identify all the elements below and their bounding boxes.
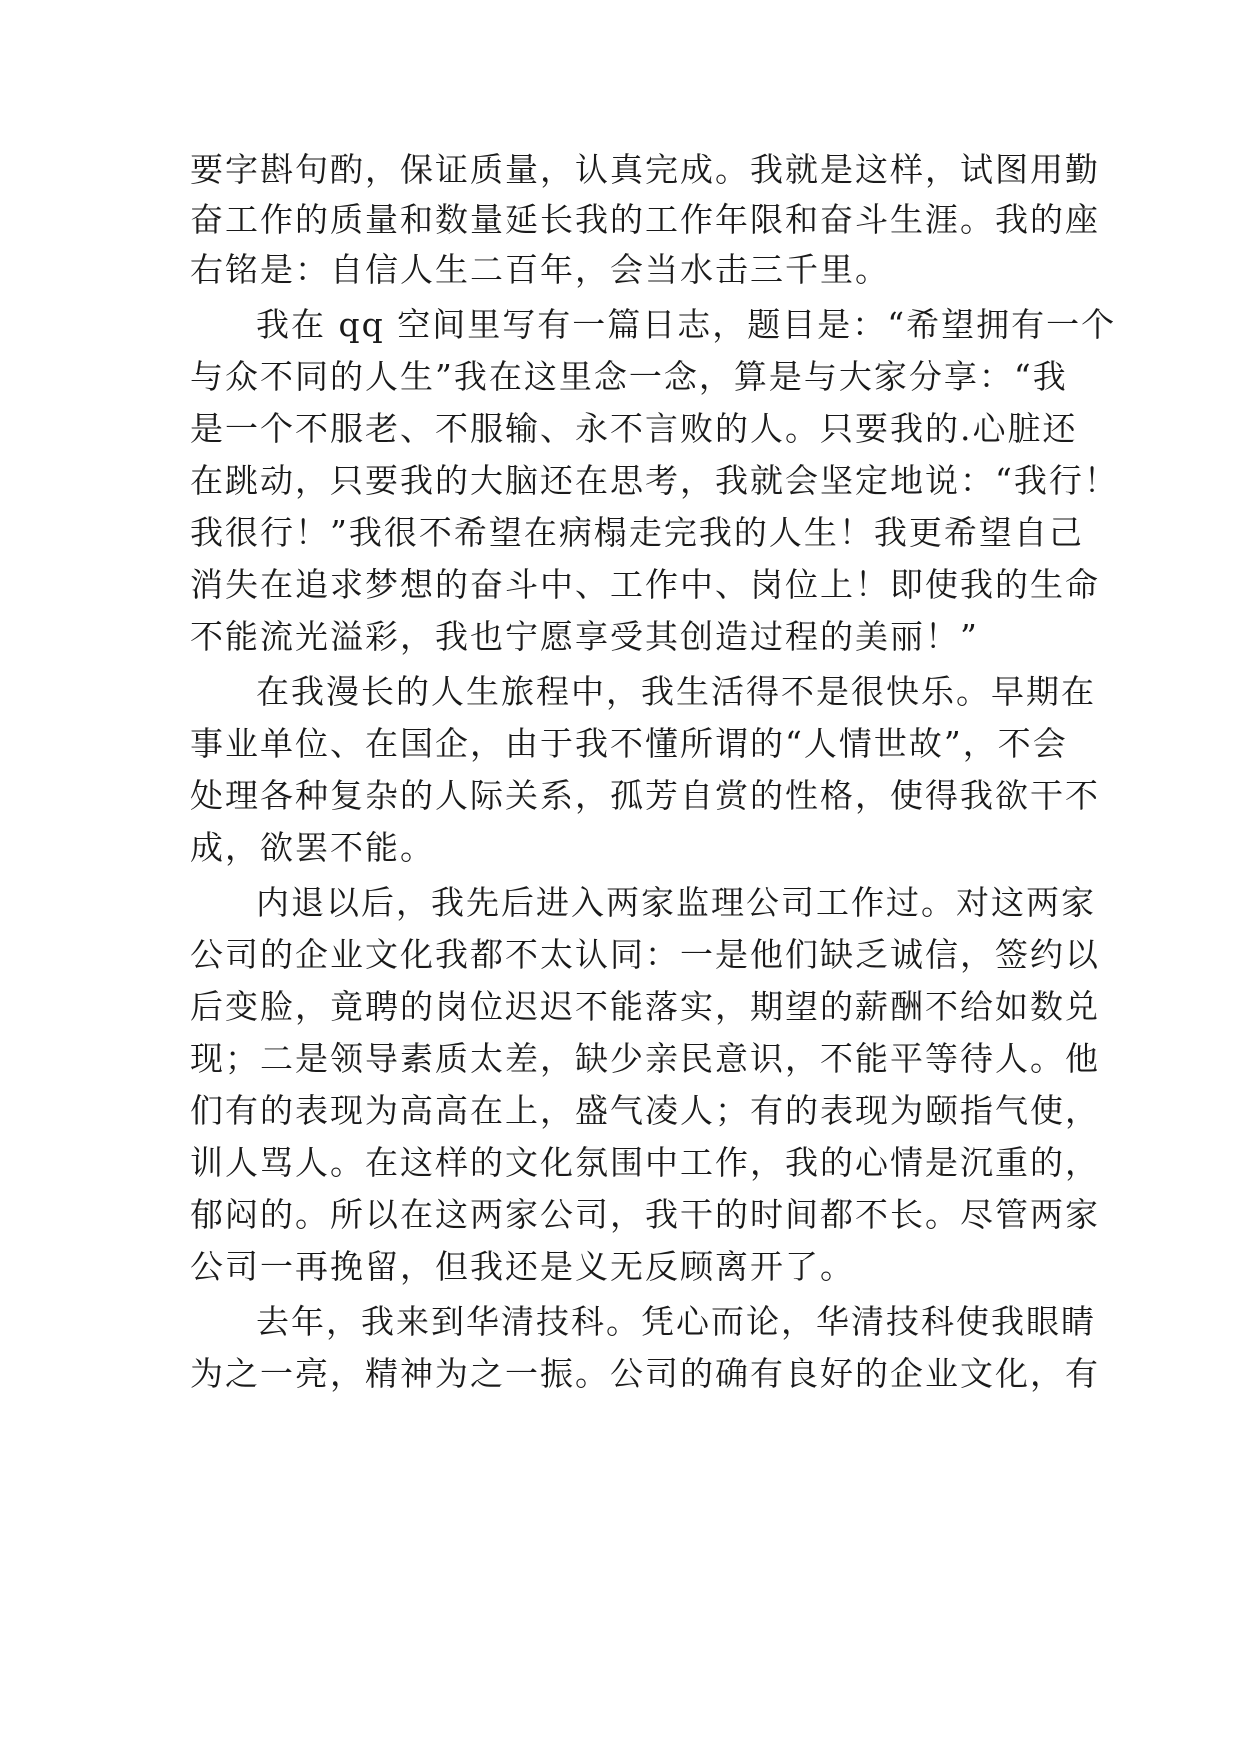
text-line: 消失在追求梦想的奋斗中、工作中、岗位上！即使我的生命 bbox=[190, 565, 1100, 604]
paragraph-start-line: 在我漫长的人生旅程中，我生活得不是很快乐。早期在 bbox=[256, 672, 1096, 711]
text-line: 奋工作的质量和数量延长我的工作年限和奋斗生涯。我的座 bbox=[190, 200, 1100, 239]
text-line: 后变脸，竟聘的岗位迟迟不能落实，期望的薪酬不给如数兑 bbox=[190, 987, 1100, 1026]
text-line: 为之一亮，精神为之一振。公司的确有良好的企业文化，有 bbox=[190, 1354, 1100, 1393]
text-line: 事业单位、在国企，由于我不懂所谓的“人情世故”，不会 bbox=[190, 724, 1068, 763]
text-line: 训人骂人。在这样的文化氛围中工作，我的心情是沉重的， bbox=[190, 1143, 1100, 1182]
text-line: 在跳动，只要我的大脑还在思考，我就会坚定地说：“我行！ bbox=[190, 461, 1119, 500]
text-line: 我很行！”我很不希望在病榻走完我的人生！我更希望自己 bbox=[190, 513, 1084, 552]
text-line: 右铭是：自信人生二百年，会当水击三千里。 bbox=[190, 250, 890, 289]
text-line: 现；二是领导素质太差，缺少亲民意识，不能平等待人。他 bbox=[190, 1039, 1100, 1078]
text-line: 不能流光溢彩，我也宁愿享受其创造过程的美丽！” bbox=[190, 617, 979, 656]
text-line: 要字斟句酌，保证质量，认真完成。我就是这样，试图用勤 bbox=[190, 150, 1100, 189]
paragraph-start-line: 我在 qq 空间里写有一篇日志，题目是：“希望拥有一个 bbox=[256, 305, 1117, 344]
text-line: 处理各种复杂的人际关系，孤芳自赏的性格，使得我欲干不 bbox=[190, 776, 1100, 815]
text-line: 公司的企业文化我都不太认同：一是他们缺乏诚信，签约以 bbox=[190, 935, 1100, 974]
paragraph-start-line: 内退以后，我先后进入两家监理公司工作过。对这两家 bbox=[256, 883, 1096, 922]
text-line: 公司一再挽留，但我还是义无反顾离开了。 bbox=[190, 1247, 855, 1286]
text-line: 与众不同的人生”我在这里念一念，算是与大家分享：“我 bbox=[190, 357, 1068, 396]
text-line: 成，欲罢不能。 bbox=[190, 828, 435, 867]
paragraph-start-line: 去年，我来到华清技科。凭心而论，华清技科使我眼睛 bbox=[256, 1302, 1096, 1341]
text-line: 们有的表现为高高在上，盛气凌人；有的表现为颐指气使， bbox=[190, 1091, 1100, 1130]
text-line: 是一个不服老、不服输、永不言败的人。只要我的.心脏还 bbox=[190, 409, 1078, 448]
text-line: 郁闷的。所以在这两家公司，我干的时间都不长。尽管两家 bbox=[190, 1195, 1100, 1234]
